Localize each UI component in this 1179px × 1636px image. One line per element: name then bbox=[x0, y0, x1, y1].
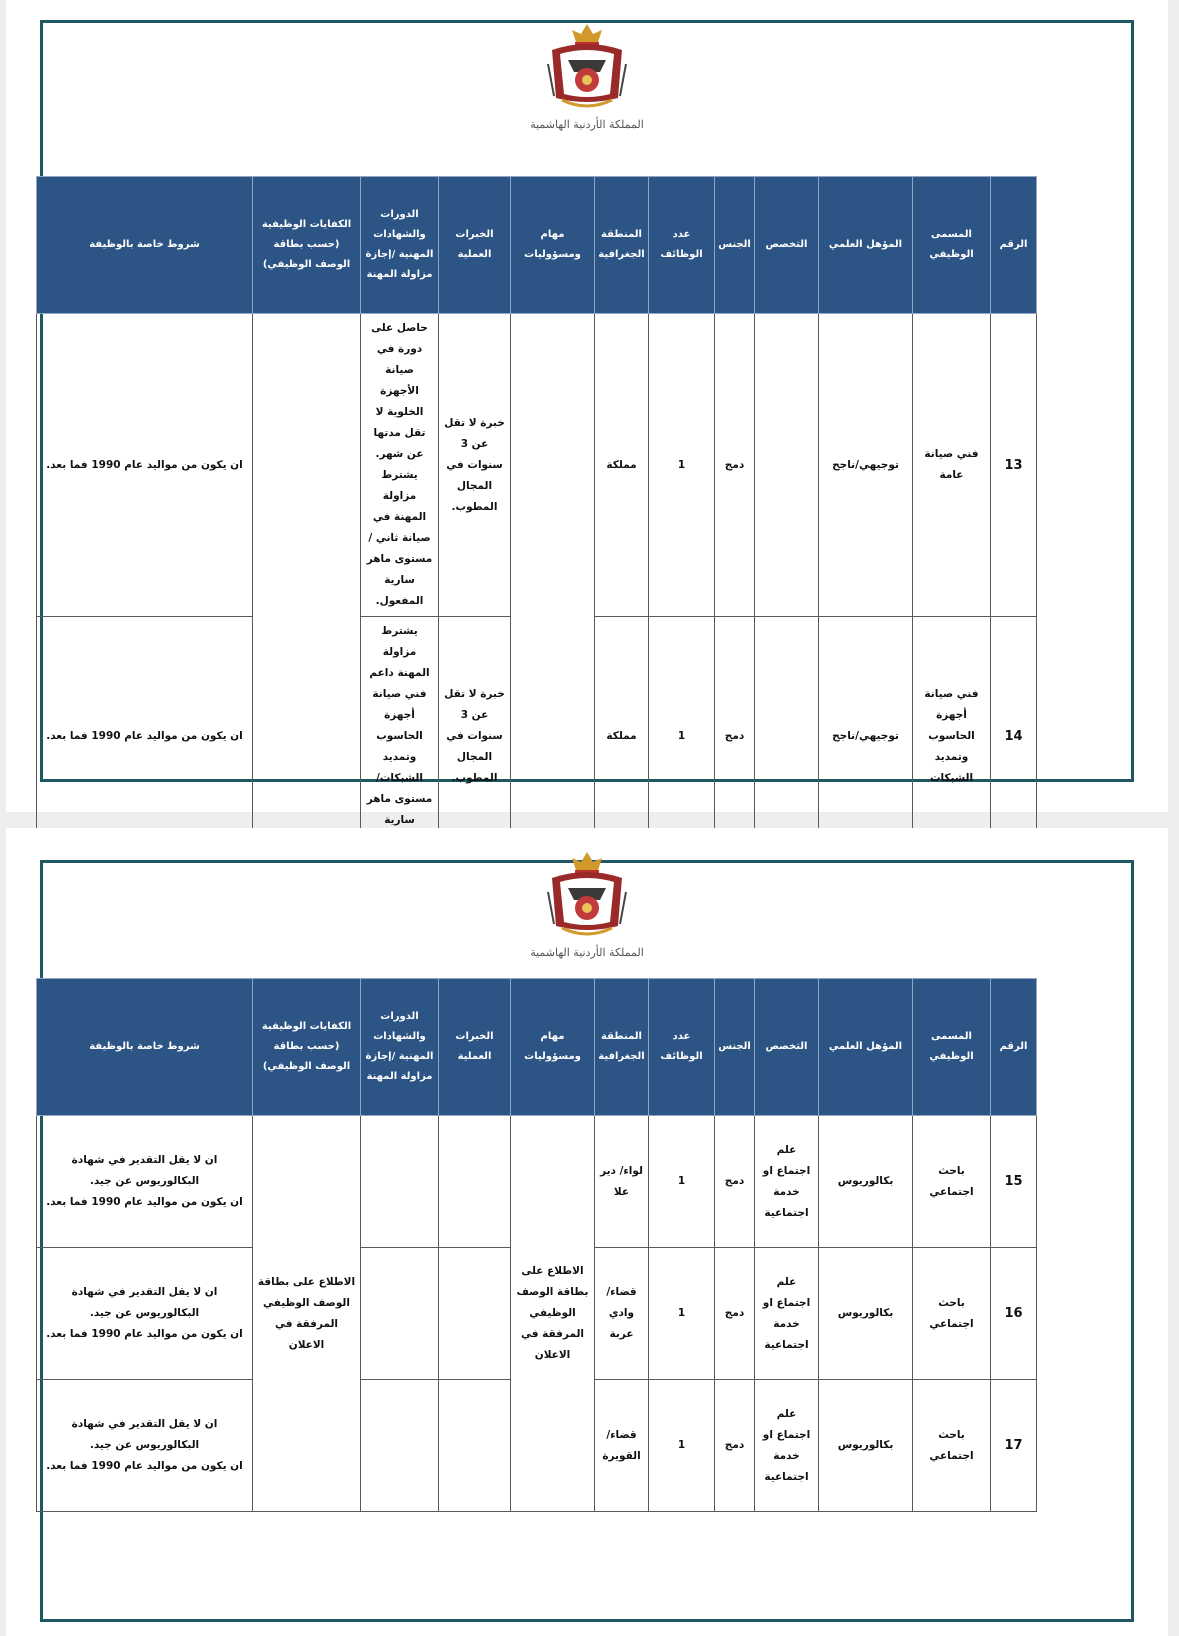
row-specialization: علم اجتماع او خدمة اجتماعية bbox=[755, 1116, 819, 1248]
table-row bbox=[37, 1116, 1037, 1248]
row-region: قضاء/ القويرة bbox=[595, 1380, 649, 1512]
row-number: 14 bbox=[991, 617, 1037, 857]
document-page-1 bbox=[6, 0, 1168, 826]
header-conditions: شروط خاصة بالوظيفة bbox=[37, 979, 253, 1116]
row-specialization bbox=[755, 314, 819, 617]
row-gender: دمج bbox=[715, 314, 755, 617]
condition-birth-year: ان يكون من مواليد عام 1990 فما بعد. bbox=[46, 1460, 243, 1472]
row-courses bbox=[361, 1248, 439, 1380]
kingdom-caption: المملكة الأردنية الهاشمية bbox=[530, 946, 644, 959]
document-page-2 bbox=[6, 828, 1168, 1636]
header-number: الرقم bbox=[991, 177, 1037, 314]
header-specialization: التخصص bbox=[755, 177, 819, 314]
header-title: المسمى الوظيفي bbox=[913, 979, 991, 1116]
jobs-table-page-1 bbox=[36, 176, 1037, 857]
row-vacancies: 1 bbox=[649, 617, 715, 857]
row-vacancies: 1 bbox=[649, 1380, 715, 1512]
row-number: 15 bbox=[991, 1116, 1037, 1248]
row-conditions bbox=[37, 1116, 253, 1248]
row-duties: الاطلاع على بطاقة الوصف الوظيفي المرفقة في الاعلان bbox=[511, 1116, 595, 1512]
jordan-coat-of-arms-icon bbox=[542, 848, 632, 944]
condition-birth-year: ان يكون من مواليد عام 1990 فما بعد. bbox=[46, 1328, 243, 1340]
row-experience: خبرة لا تقل عن 3 سنوات في المجال المطوب. bbox=[439, 617, 511, 857]
jobs-table-page-2 bbox=[36, 978, 1037, 1512]
row-region: لواء/ دير علا bbox=[595, 1116, 649, 1248]
header-competencies: الكفايات الوظيفية (حسب بطاقة الوصف الوظيفي) bbox=[253, 979, 361, 1116]
row-title: باحث اجتماعي bbox=[913, 1380, 991, 1512]
row-experience bbox=[439, 1116, 511, 1248]
row-conditions: ان يكون من مواليد عام 1990 فما بعد. bbox=[37, 617, 253, 857]
row-courses bbox=[361, 1380, 439, 1512]
coat-of-arms-emblem bbox=[512, 20, 662, 131]
table-header-row bbox=[37, 979, 1037, 1116]
row-qualification: بكالوريوس bbox=[819, 1248, 913, 1380]
row-gender: دمج bbox=[715, 1248, 755, 1380]
row-duties bbox=[511, 314, 595, 857]
table-row bbox=[37, 314, 1037, 617]
row-experience: خبرة لا تقل عن 3 سنوات في المجال المطوب. bbox=[439, 314, 511, 617]
row-courses: حاصل على دورة في صيانة الأجهزة الخلوية لا تقل مدتها عن شهر. يشترط مزاولة المهنة في صيانة ثاني /مستوى ماهر سارية المفعول. bbox=[361, 314, 439, 617]
row-title: فني صيانة عامة bbox=[913, 314, 991, 617]
header-number: الرقم bbox=[991, 979, 1037, 1116]
row-number: 17 bbox=[991, 1380, 1037, 1512]
kingdom-caption: المملكة الأردنية الهاشمية bbox=[530, 118, 644, 131]
header-gender: الجنس bbox=[715, 979, 755, 1116]
header-region: المنطقة الجغرافية bbox=[595, 177, 649, 314]
row-title: فني صيانة أجهزة الحاسوب وتمديد الشبكات bbox=[913, 617, 991, 857]
row-experience bbox=[439, 1380, 511, 1512]
row-number: 16 bbox=[991, 1248, 1037, 1380]
header-experience: الخبرات العملية bbox=[439, 177, 511, 314]
header-qualification: المؤهل العلمي bbox=[819, 177, 913, 314]
row-title: باحث اجتماعي bbox=[913, 1248, 991, 1380]
header-qualification: المؤهل العلمي bbox=[819, 979, 913, 1116]
condition-grade: ان لا يقل التقدير في شهادة البكالوريوس عن جيد. bbox=[71, 1154, 218, 1187]
row-vacancies: 1 bbox=[649, 1116, 715, 1248]
header-vacancies: عدد الوظائف bbox=[649, 979, 715, 1116]
header-specialization: التخصص bbox=[755, 979, 819, 1116]
header-conditions: شروط خاصة بالوظيفة bbox=[37, 177, 253, 314]
jordan-coat-of-arms-icon bbox=[542, 20, 632, 116]
row-specialization: علم اجتماع او خدمة اجتماعية bbox=[755, 1248, 819, 1380]
row-qualification: بكالوريوس bbox=[819, 1116, 913, 1248]
row-courses: يشترط مزاولة المهنة داعم فني صيانة أجهزة الحاسوب وتمديد الشبكات/ مستوى ماهر سارية bbox=[361, 617, 439, 857]
row-specialization: علم اجتماع او خدمة اجتماعية bbox=[755, 1380, 819, 1512]
header-vacancies: عدد الوظائف bbox=[649, 177, 715, 314]
row-specialization bbox=[755, 617, 819, 857]
row-qualification: توجيهي/ناجح bbox=[819, 314, 913, 617]
header-duties: مهام ومسؤوليات bbox=[511, 979, 595, 1116]
header-duties: مهام ومسؤوليات bbox=[511, 177, 595, 314]
row-conditions bbox=[37, 1380, 253, 1512]
header-region: المنطقة الجغرافية bbox=[595, 979, 649, 1116]
header-competencies: الكفايات الوظيفية (حسب بطاقة الوصف الوظيفي) bbox=[253, 177, 361, 314]
row-conditions: ان يكون من مواليد عام 1990 فما بعد. bbox=[37, 314, 253, 617]
table-header-row bbox=[37, 177, 1037, 314]
row-vacancies: 1 bbox=[649, 314, 715, 617]
row-qualification: توجيهي/ناجح bbox=[819, 617, 913, 857]
row-title: باحث اجتماعي bbox=[913, 1116, 991, 1248]
row-region: مملكة bbox=[595, 617, 649, 857]
row-courses bbox=[361, 1116, 439, 1248]
row-competencies bbox=[253, 314, 361, 857]
row-gender: دمج bbox=[715, 1380, 755, 1512]
condition-birth-year: ان يكون من مواليد عام 1990 فما بعد. bbox=[46, 1196, 243, 1208]
header-title: المسمى الوظيفي bbox=[913, 177, 991, 314]
row-region: قضاء/ وادي عربة bbox=[595, 1248, 649, 1380]
header-experience: الخبرات العملية bbox=[439, 979, 511, 1116]
condition-grade: ان لا يقل التقدير في شهادة البكالوريوس عن جيد. bbox=[71, 1418, 218, 1451]
row-vacancies: 1 bbox=[649, 1248, 715, 1380]
row-number: 13 bbox=[991, 314, 1037, 617]
row-qualification: بكالوريوس bbox=[819, 1380, 913, 1512]
condition-grade: ان لا يقل التقدير في شهادة البكالوريوس عن جيد. bbox=[71, 1286, 218, 1319]
header-gender: الجنس bbox=[715, 177, 755, 314]
header-courses: الدورات والشهادات المهنية /إجازة مزاولة المهنة bbox=[361, 979, 439, 1116]
row-region: مملكة bbox=[595, 314, 649, 617]
row-experience bbox=[439, 1248, 511, 1380]
coat-of-arms-emblem bbox=[512, 848, 662, 959]
row-conditions bbox=[37, 1248, 253, 1380]
row-gender: دمج bbox=[715, 1116, 755, 1248]
row-gender: دمج bbox=[715, 617, 755, 857]
row-competencies: الاطلاع على بطاقة الوصف الوظيفي المرفقة في الاعلان bbox=[253, 1116, 361, 1512]
header-courses: الدورات والشهادات المهنية /إجازة مزاولة المهنة bbox=[361, 177, 439, 314]
